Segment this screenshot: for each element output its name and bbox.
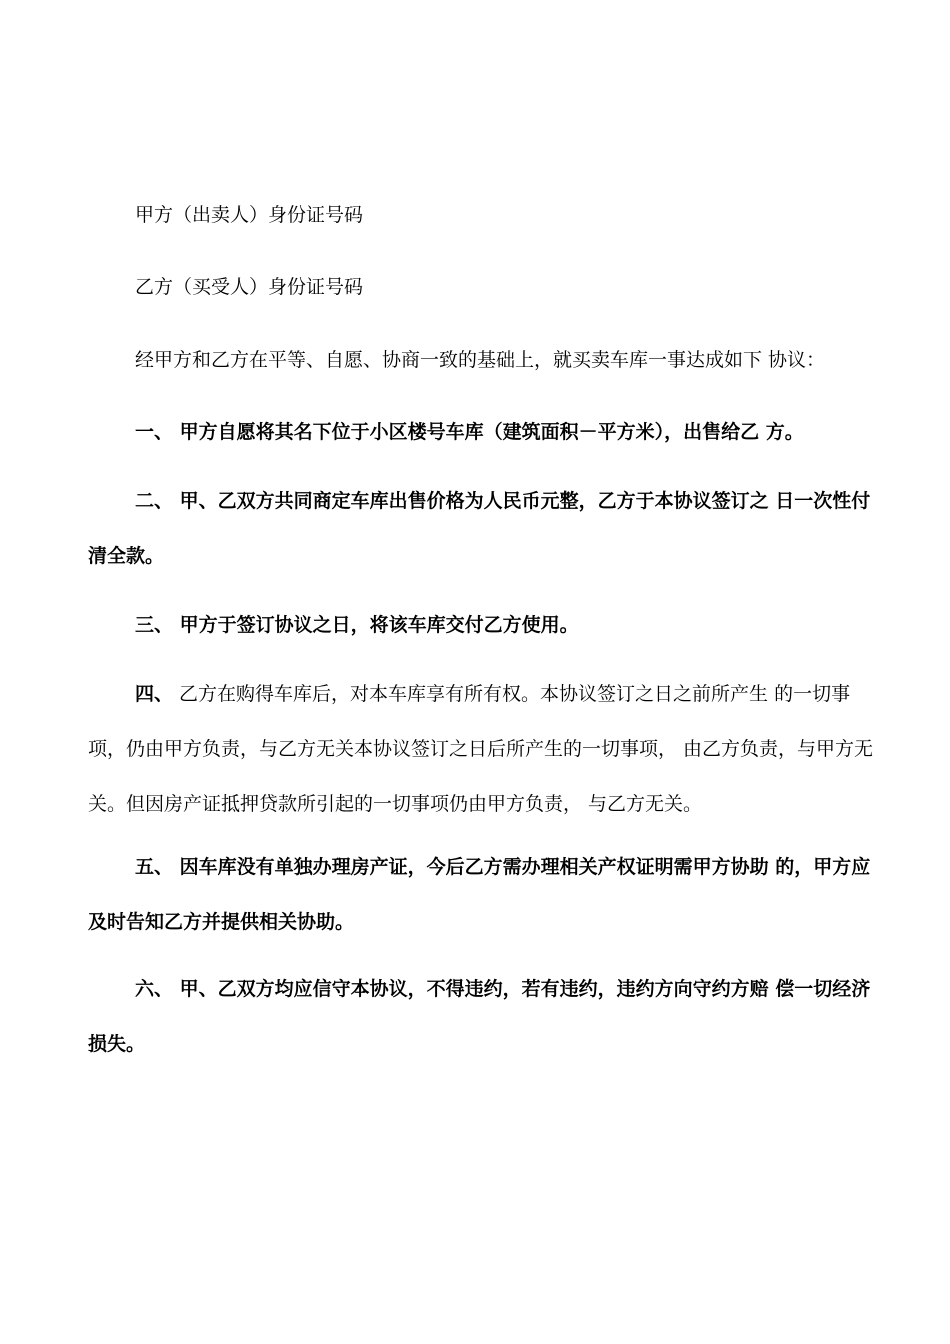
clause-3: 三、 甲方于签订协议之日，将该车库交付乙方使用。 <box>135 614 579 636</box>
clause-5: 五、 因车库没有单独办理房产证，今后乙方需办理相关产权证明需甲方协助 的，甲方应及时告知乙方并提供相关协助。 <box>88 856 871 933</box>
clause-1: 一、 甲方自愿将其名下位于小区楼号车库（建筑面积－平方米），出售给乙 方。 <box>135 421 804 443</box>
intro-paragraph: 经甲方和乙方在平等、自愿、协商一致的基础上，就买卖车库一事达成如下 协议： <box>135 349 826 371</box>
clause-2: 二、 甲、乙双方共同商定车库出售价格为人民币元整，乙方于本协议签订之 日一次性付清全款。 <box>88 490 871 567</box>
party-a-line: 甲方（出卖人）身份证号码 <box>135 204 364 226</box>
clause-4-body: 乙方在购得车库后，对本车库享有所有权。本协议签订之日之前所产生 的一切事项，仍由甲方负责，与乙方无关本协议签订之日后所产生的一切事项， 由乙方负责，与甲方无关。但因房产证抵押贷款所引起的一切事项仍由甲方负责， 与乙方无关。 <box>88 683 874 815</box>
clause-6: 六、 甲、乙双方均应信守本协议，不得违约，若有违约，违约方向守约方赔 偿一切经济损失。 <box>88 978 871 1055</box>
clause-4-heading: 四、 <box>135 683 174 705</box>
clause-4 <box>88 667 878 832</box>
party-b-line: 乙方（买受人）身份证号码 <box>135 276 364 298</box>
